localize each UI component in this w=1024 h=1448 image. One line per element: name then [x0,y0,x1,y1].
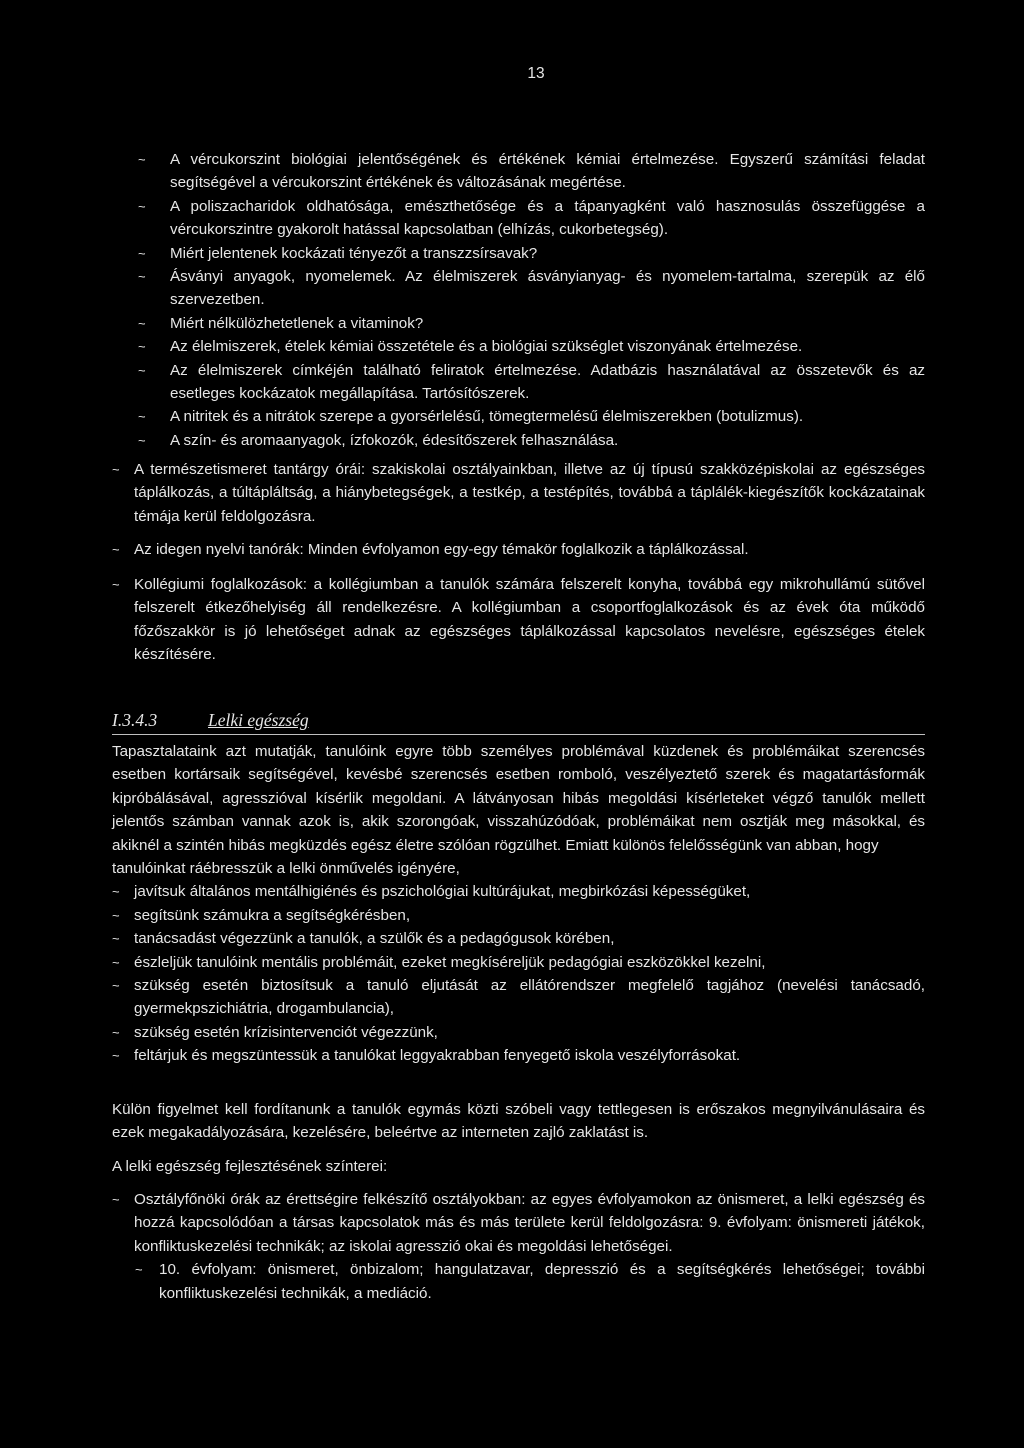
list-item: ~ Ásványi anyagok, nyomelemek. Az élelmiszerek ásványianyag- és nyomelem-tartalma, szerepük az élő szervezetben. [0,265,1024,312]
section-number: I.3.4.3 [112,710,158,730]
list-item: ~ észleljük tanulóink mentális problémáit, ezeket megkíséreljük pedagógiai eszközökkel kezelni, [0,951,1024,974]
list-item: ~ Kollégiumi foglalkozások: a kollégiumban a tanulók számára felszerelt konyha, továbbá egy mikrohullámú sütővel felszerelt étkezőhelyiség áll rendelkezésre. A kollégiumban a csoportfoglalkozások és az évek óta működő főzőszakkör is jó lehetőséget adnak az egészséges táplálkozással kapcsolatos nevelésre, egészséges ételek készítésére. [0,573,1024,667]
section-title: Lelki egészség [208,710,309,730]
food-chemistry-list [0,148,1024,452]
tilde-bullet-icon: ~ [138,362,146,378]
tilde-bullet-icon: ~ [112,1024,120,1040]
tilde-bullet-icon: ~ [112,1048,120,1064]
list-item: ~ javítsuk általános mentálhigiénés és pszichológiai kultúrájukat, megbirkózási képességüket, [0,880,1024,903]
tilde-bullet-icon: ~ [112,542,120,557]
list-item: ~ szükség esetén biztosítsuk a tanuló eljutását az ellátórendszer megfelelő tagjához (nevelési tanácsadó, gyermekpszichiátria, drogambulancia), [0,974,1024,1021]
intro-line: tanulóinkat ráébresszük a lelki önművelés igényére, [112,860,460,878]
tilde-bullet-icon: ~ [112,1192,120,1207]
venues-block [0,1155,1024,1178]
page-number: 13 [527,65,545,82]
list-item: ~ szükség esetén krízisintervenciót végezzünk, [0,1021,1024,1044]
tilde-bullet-icon: ~ [112,462,120,477]
list-item: ~ A szín- és aromaanyagok, ízfokozók, édesítőszerek felhasználása. [0,429,1024,452]
attention-block [0,1098,1024,1145]
list-item: ~ Miért jelentenek kockázati tényezőt a transzzsírsavak? [0,242,1024,265]
list-item: ~ A természetismeret tantárgy órái: szakiskolai osztályainkban, illetve az új típusú szakközépiskolai az egészséges táplálkozás, a túltápláltság, a hiánybetegségek, a testkép, a testépítés, továbbá a táplálék-kiegészítők kockázatainak témája kerül feldolgozásra. [0,458,1024,528]
tilde-bullet-icon: ~ [138,315,146,331]
list-item: ~ tanácsadást végezzünk a tanulók, a szülők és a pedagógusok körében, [0,927,1024,950]
tilde-bullet-icon: ~ [138,198,146,214]
list-item: ~ A poliszacharidok oldhatósága, emészthetősége és a tápanyagként való hasznosulás összefüggése a vércukorszintre gyakorolt hatással kapcsolatban (elhízás, cukorbetegség). [0,195,1024,242]
tilde-bullet-icon: ~ [112,577,120,592]
tilde-bullet-icon: ~ [138,245,146,261]
venues-list [0,1188,1024,1305]
tilde-bullet-icon: ~ [112,907,120,923]
subject-list [0,458,1024,528]
tilde-bullet-icon: ~ [138,339,146,355]
list-item: ~ Miért nélkülözhetetlenek a vitaminok? [0,312,1024,335]
tilde-bullet-icon: ~ [112,954,120,970]
tilde-bullet-icon: ~ [112,884,120,900]
list-item: ~ 10. évfolyam: önismeret, önbizalom; hangulatzavar, depresszió és a segítségkérés lehetőségei; további konfliktuskezelési technikák, a mediáció. [0,1258,1024,1305]
tilde-bullet-icon: ~ [138,269,146,285]
list-item: ~ Az élelmiszerek, ételek kémiai összetétele és a biológiai szükséglet viszonyának értelmezése. [0,335,1024,358]
tilde-bullet-icon: ~ [138,409,146,425]
subject-list [0,573,1024,667]
venues-heading: A lelki egészség fejlesztésének színterei: [112,1158,388,1175]
tilde-bullet-icon: ~ [138,152,146,167]
tilde-bullet-icon: ~ [112,931,120,947]
tilde-bullet-icon: ~ [138,432,146,448]
list-item: ~ segítsünk számukra a segítségkérésben, [0,904,1024,927]
list-item: ~ A vércukorszint biológiai jelentőségének és értékének kémiai értelmezése. Egyszerű számítási feladat segítségével a vércukorszint értékének és változásának megértése. [0,148,1024,195]
intro-paragraph: Tapasztalataink azt mutatják, tanulóink egyre több személyes problémával küzdenek és problémáikat szerencsés esetben kortársaik segítségével, kevésbé szerencsés esetben romboló, veszélyeztető szerek és magatartásformák kipróbálásával, agresszióval kísérlik megoldani. A látványosan hibás megoldási kísérleteket végző tanulók mellett jelentős számban vannak azok is, akik szorongóak, visszahúzódóak, problémáikat nem osztják meg másokkal, és akiknél a szintén hibás megküzdés egész életre szólóan rögzülhet. Emiatt különös felelősségünk van abban, hogy [112,743,925,854]
list-item: ~ Osztályfőnöki órák az érettségire felkészítő osztályokban: az egyes évfolyamokon az önismeret, a lelki egészség és hozzá kapcsolódóan a társas kapcsolatok más és más területe kerül feldolgozásra: 9. évfolyam: önismereti játékok, konfliktuskezelési technikák; az iskolai agresszió okai és megoldási lehetőségei. [0,1188,1024,1258]
tilde-bullet-icon: ~ [112,978,120,994]
attention-paragraph: Külön figyelmet kell fordítanunk a tanulók egymás közti szóbeli vagy tettlegesen is erőszakos megnyilvánulásaira és ezek megakadályozására, kezelésére, beleértve az interneten zajló zaklatást is. [112,1101,925,1142]
tilde-bullet-icon: ~ [135,1262,143,1278]
list-item: ~ Az idegen nyelvi tanórák: Minden évfolyamon egy-egy témakör foglalkozik a táplálkozással. [0,538,1024,561]
mental-health-intro [0,740,1024,1068]
list-item: ~ Az élelmiszerek címkéjén található feliratok értelmezése. Adatbázis használatával az összetevők és az esetleges kockázatok megállapítása. Tartósítószerek. [0,359,1024,406]
list-item: ~ feltárjuk és megszüntessük a tanulókat leggyakrabban fenyegető iskola veszélyforrásokat. [0,1044,1024,1067]
section-heading [112,707,925,735]
list-item: ~ A nitritek és a nitrátok szerepe a gyorsérlelésű, tömegtermelésű élelmiszerekben (botulizmus). [0,405,1024,428]
subject-list [0,538,1024,561]
